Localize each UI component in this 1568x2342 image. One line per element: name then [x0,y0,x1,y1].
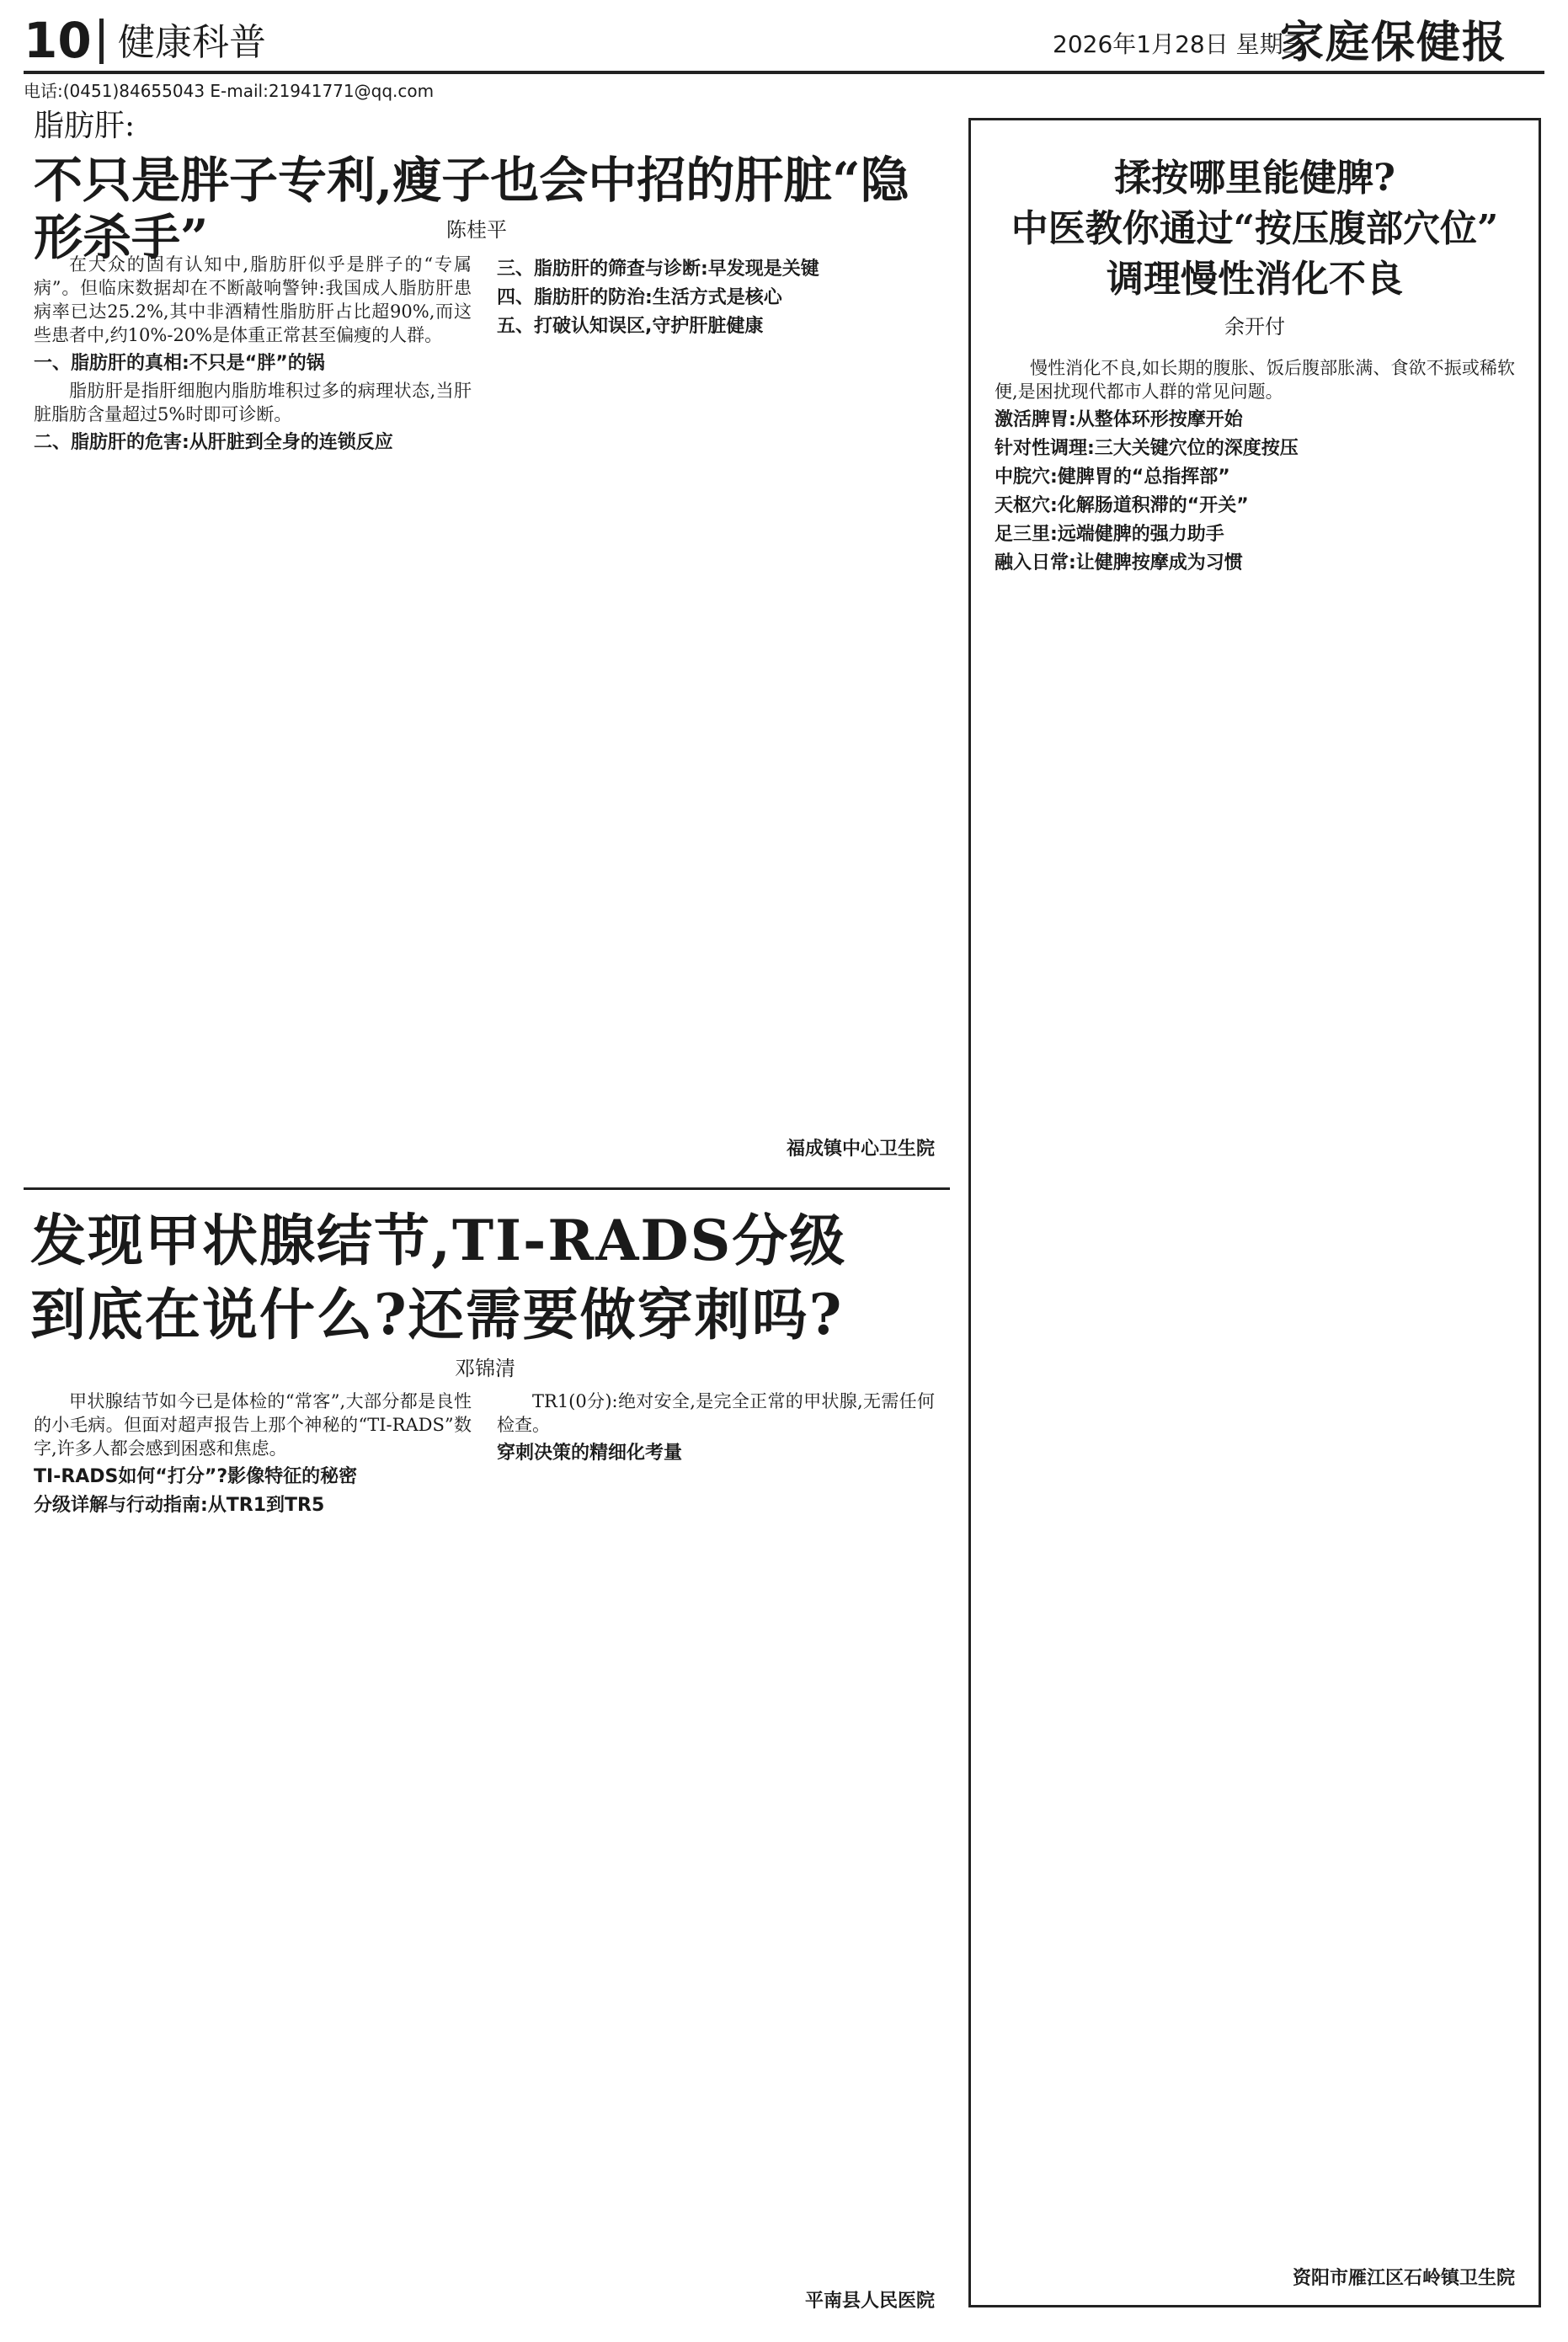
contact-info: 电话:(0451)84655043 E-mail:21941771@qq.com [24,81,435,101]
subheading: 二、脂肪肝的危害:从肝脏到全身的连锁反应 [34,432,393,453]
article-author: 邓锦清 [455,1357,515,1380]
masthead-divider [99,19,104,64]
article-column [497,1390,935,2265]
subheading: TI-RADS如何“打分”?影像特征的秘密 [34,1466,358,1487]
article-kicker: 脂肪肝: [34,109,136,143]
paper-name: 家庭保健报 [1280,17,1508,68]
article-title-line: 到底在说什么?还需要做穿刺吗? [30,1282,844,1347]
article-signoff: 平南县人民医院 [804,2291,935,2312]
article-title-line: 揉按哪里能健脾? [1114,157,1395,200]
paragraph: 甲状腺结节如今已是体检的“常客”,大部分都是良性的小毛病。但面对超声报告上那个神秘的“TI-RADS”数字,许多人都会感到困惑和焦虑。 [34,1391,472,1459]
paragraph: 脂肪肝是指肝细胞内脂肪堆积过多的病理状态,当肝脏脂肪含量超过5%时即可诊断。 [34,381,472,424]
subheading: 足三里:远端健脾的强力助手 [995,524,1224,545]
section-title: 健康科普 [118,21,266,64]
subheading: 激活脾胃:从整体环形按摩开始 [995,409,1243,430]
article-title: 不只是胖子专利,瘦子也会中招的肝脏“隐形杀手” [34,152,909,266]
article-title-line: 中医教你通过“按压腹部穴位” [1011,207,1499,250]
subheading: 中脘穴:健脾胃的“总指挥部” [995,467,1230,488]
article-body [995,356,1515,2243]
article-column [34,253,472,1171]
article-author: 陈桂平 [446,218,507,242]
article-signoff: 福成镇中心卫生院 [786,1139,935,1160]
masthead-rule [24,71,1544,74]
page-number: 10 [24,12,92,69]
subheading: 四、脂肪肝的防治:生活方式是核心 [497,287,782,308]
subheading: 融入日常:让健脾按摩成为习惯 [995,552,1243,573]
subheading: 针对性调理:三大关键穴位的深度按压 [995,438,1299,459]
subheading: 穿刺决策的精细化考量 [497,1443,683,1464]
paragraph: 慢性消化不良,如长期的腹胀、饭后腹部胀满、食欲不振或稀软便,是困扰现代都市人群的常见问题。 [995,358,1515,402]
subheading: 分级详解与行动指南:从TR1到TR5 [34,1495,325,1516]
paragraph: 在大众的固有认知中,脂肪肝似乎是胖子的“专属病”。但临床数据却在不断敲响警钟:我国成人脂肪肝患病率已达25.2%,其中非酒精性脂肪肝占比超90%,而这些患者中,约10%-20%是体重正常甚至偏瘦的人群。 [34,254,472,345]
article-column [34,1390,472,2316]
paragraph: TR1(0分):绝对安全,是完全正常的甲状腺,无需任何检查。 [497,1391,935,1435]
article-author: 余开付 [1224,315,1285,339]
issue-date: 2026年1月28日 星期三 [1053,30,1307,58]
subheading: 天枢穴:化解肠道积滞的“开关” [995,495,1249,516]
article-column [497,253,935,1128]
article-title-line: 发现甲状腺结节,TI-RADS分级 [30,1208,847,1273]
article-title-line: 调理慢性消化不良 [1107,258,1403,301]
subheading: 三、脂肪肝的筛查与诊断:早发现是关键 [497,259,819,280]
article-signoff: 资阳市雁江区石岭镇卫生院 [1292,2268,1515,2289]
section-divider [24,1187,950,1190]
article-box-spleen [968,118,1541,2307]
subheading: 五、打破认知误区,守护肝脏健康 [497,316,764,337]
subheading: 一、脂肪肝的真相:不只是“胖”的锅 [34,353,325,374]
